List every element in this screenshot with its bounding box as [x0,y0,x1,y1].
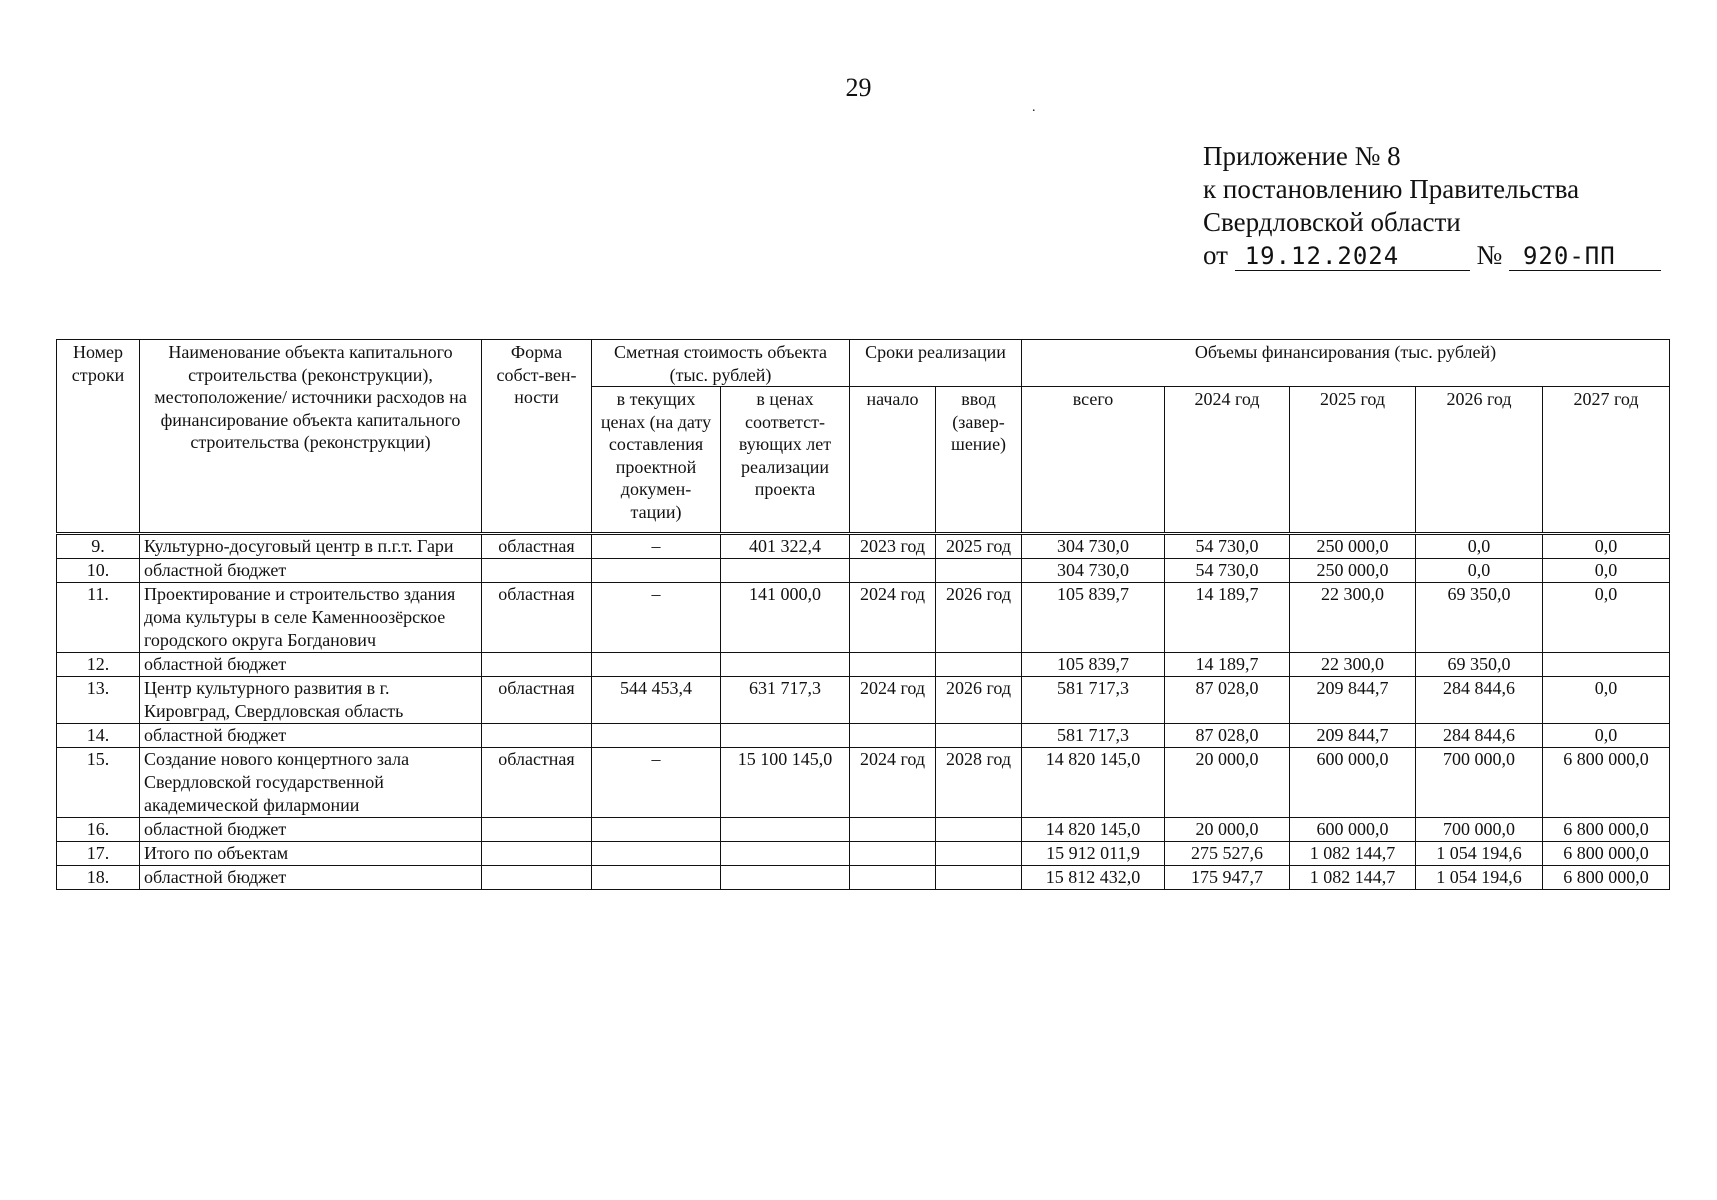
cell-finish: 2026 год [936,583,1022,653]
table-row [57,866,1670,890]
cell-cost-current [592,866,721,890]
cell-total: 581 717,3 [1022,724,1165,748]
cell-cost-years: 15 100 145,0 [721,748,850,818]
cell-num: 16. [57,818,140,842]
cell-2025: 209 844,7 [1290,677,1416,724]
cell-2024: 175 947,7 [1165,866,1290,890]
financing-table [56,339,1670,890]
table-row [57,559,1670,583]
cell-num: 13. [57,677,140,724]
table-body [57,534,1670,890]
cell-start [850,866,936,890]
cell-total: 581 717,3 [1022,677,1165,724]
header-financing: Объемы финансирования (тыс. рублей) [1022,340,1670,387]
cell-num: 11. [57,583,140,653]
page-number: 29 [845,73,872,102]
cell-name: областной бюджет [140,866,482,890]
cell-num: 12. [57,653,140,677]
cell-finish [936,818,1022,842]
cell-cost-years: 141 000,0 [721,583,850,653]
cell-total: 14 820 145,0 [1022,818,1165,842]
cell-name: областной бюджет [140,818,482,842]
cell-finish [936,653,1022,677]
cell-start [850,724,936,748]
cell-finish [936,724,1022,748]
cell-name: областной бюджет [140,559,482,583]
number-prefix: № [1476,240,1503,270]
cell-ownership [482,653,592,677]
cell-total: 105 839,7 [1022,653,1165,677]
cell-2025: 250 000,0 [1290,559,1416,583]
cell-cost-years [721,866,850,890]
cell-cost-years [721,724,850,748]
header-2026: 2026 год [1416,387,1543,534]
cell-cost-current: – [592,748,721,818]
cell-start: 2024 год [850,677,936,724]
cell-cost-current [592,842,721,866]
cell-total: 304 730,0 [1022,559,1165,583]
table-row [57,818,1670,842]
cell-num: 14. [57,724,140,748]
table-row [57,748,1670,818]
header-cost-current: в текущих ценах (на дату составления проектной докумен-тации) [592,387,721,534]
cell-2027: 6 800 000,0 [1543,818,1670,842]
appendix-date-line [1203,239,1661,272]
cell-total: 105 839,7 [1022,583,1165,653]
cell-2027: 0,0 [1543,724,1670,748]
cell-2025: 1 082 144,7 [1290,842,1416,866]
header-start: начало [850,387,936,534]
cell-ownership [482,559,592,583]
date-value: 19.12.2024 [1235,242,1470,271]
date-prefix: от [1203,240,1228,270]
cell-finish: 2025 год [936,534,1022,559]
cell-ownership [482,842,592,866]
cell-ownership: областная [482,748,592,818]
appendix-region: Свердловской области [1203,207,1461,237]
cell-2025: 22 300,0 [1290,653,1416,677]
cell-2025: 209 844,7 [1290,724,1416,748]
cell-2024: 87 028,0 [1165,724,1290,748]
cell-cost-current [592,559,721,583]
cell-num: 10. [57,559,140,583]
table-row-total [57,842,1670,866]
cell-2027: 6 800 000,0 [1543,866,1670,890]
cell-start: 2024 год [850,748,936,818]
table-row [57,534,1670,559]
header-total: всего [1022,387,1165,534]
cell-2025: 250 000,0 [1290,534,1416,559]
cell-2025: 600 000,0 [1290,748,1416,818]
cell-cost-current [592,653,721,677]
cell-2027: 0,0 [1543,583,1670,653]
cell-cost-current: – [592,583,721,653]
cell-ownership [482,818,592,842]
cell-2024: 54 730,0 [1165,559,1290,583]
appendix-header [1203,140,1661,272]
cell-2026: 0,0 [1416,534,1543,559]
cell-start: 2023 год [850,534,936,559]
cell-finish [936,866,1022,890]
header-cost-years: в ценах соответст-вующих лет реализации проекта [721,387,850,534]
cell-cost-years [721,653,850,677]
cell-2026: 69 350,0 [1416,653,1543,677]
cell-total: 14 820 145,0 [1022,748,1165,818]
cell-cost-years: 401 322,4 [721,534,850,559]
cell-cost-years [721,818,850,842]
header-2025: 2025 год [1290,387,1416,534]
cell-2026: 700 000,0 [1416,818,1543,842]
cell-name: областной бюджет [140,724,482,748]
scan-speck: . [1032,100,1036,115]
header-terms: Сроки реализации [850,340,1022,387]
header-estimated-cost: Сметная стоимость объекта (тыс. рублей) [592,340,850,387]
cell-num: 9. [57,534,140,559]
cell-finish [936,559,1022,583]
cell-start: 2024 год [850,583,936,653]
cell-2024: 275 527,6 [1165,842,1290,866]
cell-2025: 1 082 144,7 [1290,866,1416,890]
cell-finish: 2028 год [936,748,1022,818]
cell-name: Проектирование и строительство здания дома культуры в селе Каменноозёрское городского округа Богданович [140,583,482,653]
cell-2026: 1 054 194,6 [1416,866,1543,890]
header-2024: 2024 год [1165,387,1290,534]
cell-total: 304 730,0 [1022,534,1165,559]
cell-name: Центр культурного развития в г. Кировград, Свердловская область [140,677,482,724]
cell-cost-current: – [592,534,721,559]
table-header [57,340,1670,534]
appendix-subtitle: к постановлению Правительства [1203,174,1580,204]
cell-ownership: областная [482,583,592,653]
table-row [57,653,1670,677]
cell-total: 15 812 432,0 [1022,866,1165,890]
cell-2027: 6 800 000,0 [1543,842,1670,866]
cell-2024: 54 730,0 [1165,534,1290,559]
cell-2026: 284 844,6 [1416,724,1543,748]
cell-start [850,818,936,842]
header-name: Наименование объекта капитального строительства (реконструкции), местоположение/ источники расходов на финансирование объекта капитального строительства (реконструкции) [140,340,482,534]
cell-ownership [482,866,592,890]
cell-finish [936,842,1022,866]
cell-finish: 2026 год [936,677,1022,724]
cell-num: 17. [57,842,140,866]
cell-2027: 6 800 000,0 [1543,748,1670,818]
cell-num: 15. [57,748,140,818]
cell-total: 15 912 011,9 [1022,842,1165,866]
cell-start [850,842,936,866]
cell-2025: 22 300,0 [1290,583,1416,653]
cell-start [850,653,936,677]
cell-name: Итого по объектам [140,842,482,866]
appendix-title: Приложение № 8 [1203,141,1401,171]
cell-2026: 1 054 194,6 [1416,842,1543,866]
cell-ownership: областная [482,534,592,559]
cell-2026: 700 000,0 [1416,748,1543,818]
cell-cost-current: 544 453,4 [592,677,721,724]
cell-name: областной бюджет [140,653,482,677]
cell-cost-years [721,842,850,866]
cell-cost-years [721,559,850,583]
cell-2027 [1543,653,1670,677]
table-row [57,724,1670,748]
cell-2025: 600 000,0 [1290,818,1416,842]
cell-2024: 20 000,0 [1165,818,1290,842]
cell-num: 18. [57,866,140,890]
cell-ownership: областная [482,677,592,724]
cell-2024: 14 189,7 [1165,653,1290,677]
cell-cost-years: 631 717,3 [721,677,850,724]
header-2027: 2027 год [1543,387,1670,534]
cell-start [850,559,936,583]
cell-2024: 14 189,7 [1165,583,1290,653]
cell-2024: 20 000,0 [1165,748,1290,818]
cell-ownership [482,724,592,748]
cell-2026: 284 844,6 [1416,677,1543,724]
cell-2026: 0,0 [1416,559,1543,583]
cell-cost-current [592,724,721,748]
header-row-number: Номер строки [57,340,140,534]
header-finish: ввод (завер-шение) [936,387,1022,534]
cell-name: Создание нового концертного зала Свердловской государственной академической филармонии [140,748,482,818]
number-value: 920-ПП [1509,242,1661,271]
cell-2027: 0,0 [1543,677,1670,724]
cell-2026: 69 350,0 [1416,583,1543,653]
cell-2024: 87 028,0 [1165,677,1290,724]
table-row [57,583,1670,653]
cell-cost-current [592,818,721,842]
cell-2027: 0,0 [1543,534,1670,559]
cell-name: Культурно-досуговый центр в п.г.т. Гари [140,534,482,559]
cell-2027: 0,0 [1543,559,1670,583]
table-row [57,677,1670,724]
header-ownership: Форма собст-вен-ности [482,340,592,534]
